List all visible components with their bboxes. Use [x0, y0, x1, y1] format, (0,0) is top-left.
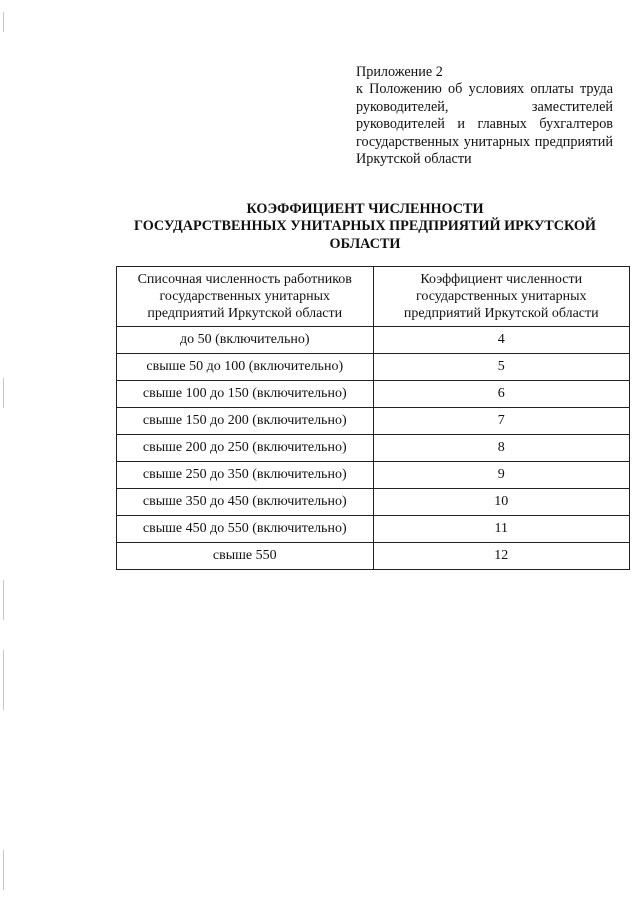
scan-artifact [3, 378, 4, 408]
cell-range: свыше 550 [117, 543, 374, 570]
table-row [117, 327, 630, 354]
cell-coefficient: 8 [373, 435, 630, 462]
cell-coefficient: 9 [373, 462, 630, 489]
header-headcount: Списочная численность работников государственных унитарных предприятий Иркутской области [117, 267, 374, 327]
cell-range: свыше 350 до 450 (включительно) [117, 489, 374, 516]
scan-artifact [3, 650, 4, 710]
appendix-number: Приложение 2 [356, 64, 443, 80]
cell-coefficient: 7 [373, 408, 630, 435]
cell-range: свыше 450 до 550 (включительно) [117, 516, 374, 543]
cell-range: свыше 150 до 200 (включительно) [117, 408, 374, 435]
document-title [100, 201, 630, 253]
scan-artifact [3, 850, 4, 890]
cell-coefficient: 11 [373, 516, 630, 543]
table-row [117, 381, 630, 408]
scan-artifact [3, 12, 4, 32]
table-row [117, 462, 630, 489]
table-row [117, 516, 630, 543]
appendix-description: к Положению об условиях оплаты труда руководителей, заместителей руководителей и главных бухгалтеров государственных унитарных предприятий Иркутской области [356, 81, 613, 168]
cell-range: свыше 50 до 100 (включительно) [117, 354, 374, 381]
table-row [117, 489, 630, 516]
cell-coefficient: 4 [373, 327, 630, 354]
appendix-block [356, 64, 613, 168]
title-line: ГОСУДАРСТВЕННЫХ УНИТАРНЫХ ПРЕДПРИЯТИЙ ИРКУТСКОЙ [134, 218, 596, 235]
cell-coefficient: 5 [373, 354, 630, 381]
title-line: КОЭФФИЦИЕНТ ЧИСЛЕННОСТИ [246, 201, 484, 217]
cell-range: свыше 250 до 350 (включительно) [117, 462, 374, 489]
title-line: ОБЛАСТИ [329, 235, 401, 252]
table-row [117, 543, 630, 570]
cell-coefficient: 6 [373, 381, 630, 408]
cell-coefficient: 12 [373, 543, 630, 570]
table-row [117, 435, 630, 462]
table-header-row [117, 267, 630, 327]
cell-coefficient: 10 [373, 489, 630, 516]
scan-artifact [3, 580, 4, 620]
header-coefficient: Коэффициент численности государственных унитарных предприятий Иркутской области [373, 267, 630, 327]
table-row [117, 408, 630, 435]
cell-range: свыше 200 до 250 (включительно) [117, 435, 374, 462]
coefficient-table [116, 266, 630, 570]
table-row [117, 354, 630, 381]
cell-range: свыше 100 до 150 (включительно) [117, 381, 374, 408]
cell-range: до 50 (включительно) [117, 327, 374, 354]
